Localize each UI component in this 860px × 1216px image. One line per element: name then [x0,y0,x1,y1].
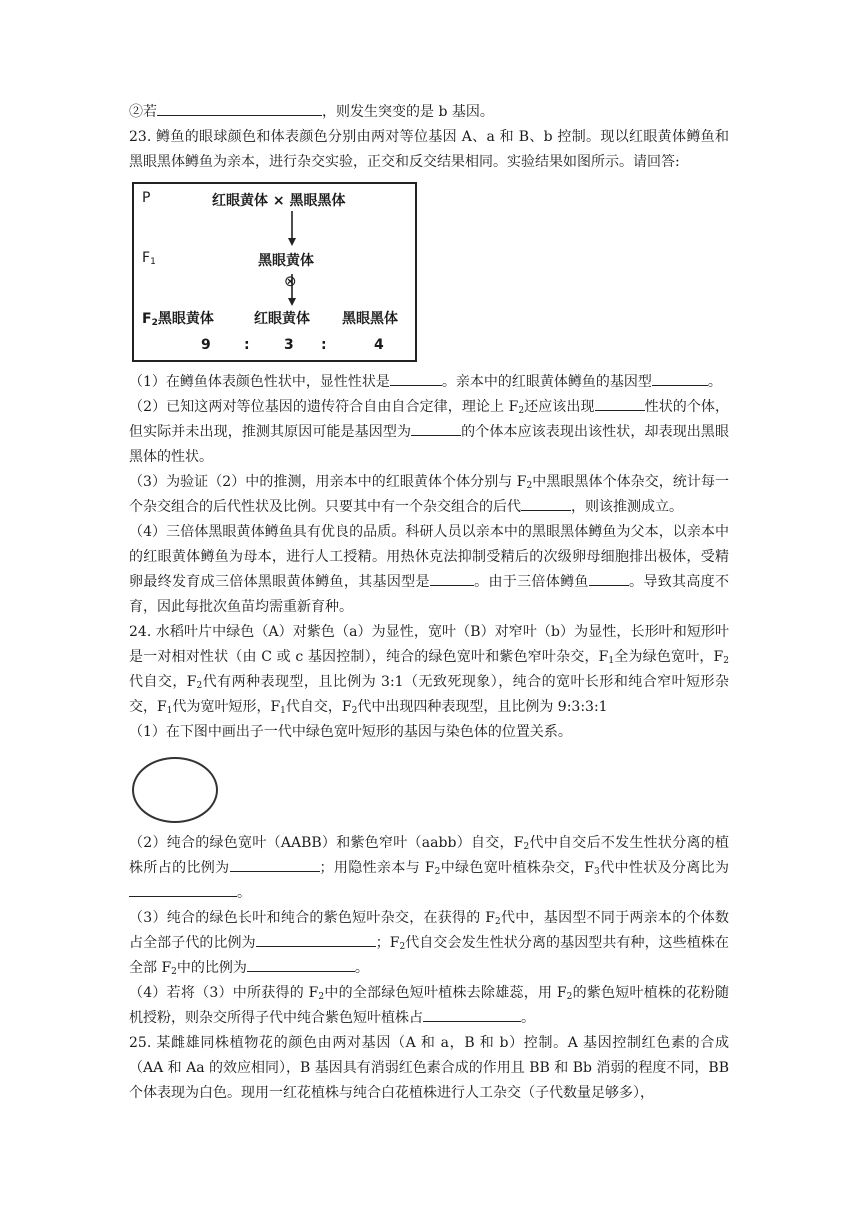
answer-blank[interactable] [157,100,322,116]
answer-blank[interactable] [247,956,355,972]
answer-blank[interactable] [423,1006,521,1022]
answer-blank[interactable] [589,570,629,586]
q22-tail-suffix: ，则发生突变的是 b 基因。 [322,104,494,120]
answer-blank[interactable] [430,570,474,586]
f1-phenotype: 黑眼黄体 [258,253,314,269]
q23-part2: （2）已知这两对等位基因的遗传符合自由自合定律，理论上 $F_2$还应该出现 性状的个体，但实际并未出现，推测其原因可能是基因型为 的个体本应该表现出该性状，却表现出黑眼黑体的性状。 [129,395,729,470]
answer-blank[interactable] [652,370,708,386]
ratio-a: 9 [201,337,211,353]
f2-phenotype-c: 黑眼黑体 [342,311,398,327]
answer-blank[interactable] [230,856,320,872]
answer-blank[interactable] [521,495,571,511]
q23-part1: （1）在鳟鱼体表颜色性状中，显性性状是 。亲本中的红眼黄体鳟鱼的基因型 。 [129,370,729,395]
q23-intro: 23. 鳟鱼的眼球颜色和体表颜色分别由两对等位基因 A、a 和 B、b 控制。现以红眼黄体鳟鱼和黑眼黑体鳟鱼为亲本，进行杂交实验，正交和反交结果相同。实验结果如图所示。请回答: [129,129,729,170]
answer-blank[interactable] [256,931,376,947]
f2-phenotype-b: 红眼黄体 [254,311,310,327]
ratio-c: 4 [374,337,384,353]
q24-intro: 24. 水稻叶片中绿色（A）对紫色（a）为显性，宽叶（B）对窄叶（b）为显性，长形叶和短形叶是一对相对性状（由 C 或 c 基因控制），纯合的绿色宽叶和紫色窄叶杂交，$F_1$全为绿色宽叶，$F_2$代自交，$F_2$代有两种表现型，且比例为 3:1（无致死现象），纯合的宽叶长形和纯合窄叶短形杂交，$F_1$代为宽叶短形，$F_1$代自交，$F_2$代中出现四种表现型，且比例为 9:3:3:1 [129,624,729,716]
answer-blank[interactable] [411,420,461,436]
p-label: P [142,190,151,206]
q25-intro: 25. 某雌雄同株植物花的颜色由两对基因（A 和 a，B 和 b）控制。A 基因控制红色素的合成（AA 和 Aa 的效应相同），B 基因具有消弱红色素合成的作用且 BB 和 Bb 消弱的程度不同，BB 个体表现为白色。现用一红花植株与纯合白花植株进行人工杂交（子代数量足够多）， [129,1035,729,1101]
f1-label: $F_1$ [142,250,156,267]
q24-part2: （2）纯合的绿色宽叶（AABB）和紫色窄叶（aabb）自交，$F_2$代中自交后不发生性状分离的植株所占的比例为 ；用隐性亲本与 $F_2$中绿色宽叶植株杂交，$F_3$代中性状及分离比为。 [129,835,729,901]
answer-blank[interactable] [595,395,645,411]
exam-page [129,100,729,1106]
q23-part4: （4）三倍体黑眼黄体鳟鱼具有优良的品质。科研人员以亲本中的黑眼黑体鳟鱼为父本，以亲本中的红眼黄体鳟鱼为母本，进行人工授精。用热休克法抑制受精后的次级卵母细胞排出极体，受精卵最终发育成三倍体黑眼黄体鳟鱼，其基因型是 。由于三倍体鳟鱼 。导致其高度不育，因此每批次鱼苗均需重新育种。 [129,524,730,615]
ratio-b: 3 [284,337,294,353]
q24-part4: （4）若将（3）中所获得的 $F_2$中的全部绿色短叶植株去除雄蕊，用 $F_2$的紫色短叶植株的花粉随机授粉，则杂交所得子代中纯合紫色短叶植株占 。 [129,985,729,1026]
q24-part1: （1）在下图中画出子一代中绿色宽叶短形的基因与染色体的位置关系。 [129,724,572,740]
q24-part3: （3）纯合的绿色长叶和纯合的紫色短叶杂交，在获得的 $F_2$代中，基因型不同于两亲本的个体数占全部子代的比例为 ；$F_2$代自交会发生性状分离的基因型共有种，这些植株在全部 $F_2$中的比例为 。 [129,910,730,977]
cross-arrows [134,184,415,360]
chromosome-drawing-area[interactable] [132,757,218,823]
selfing-symbol: ⊗ [284,272,297,290]
f2-row: $F_2$黑眼黄体 [142,311,214,328]
ratio-colon-1: : [244,337,250,353]
q22-tail [129,100,729,125]
answer-blank[interactable] [390,370,442,386]
ratio-colon-2: : [321,337,327,353]
q22-tail-prefix: ②若 [129,104,157,120]
q23-part3: （3）为验证（2）中的推测，用亲本中的红眼黄体个体分别与 $F_2$中黑眼黑体个体杂交，统计每一个杂交组合的后代性状及比例。只要其中有一个杂交组合的后代 ，则该推测成立。 [129,474,729,515]
cross-diagram [132,182,417,362]
parent-cross: 红眼黄体 × 黑眼黑体 [212,193,346,209]
answer-blank[interactable] [129,881,237,897]
